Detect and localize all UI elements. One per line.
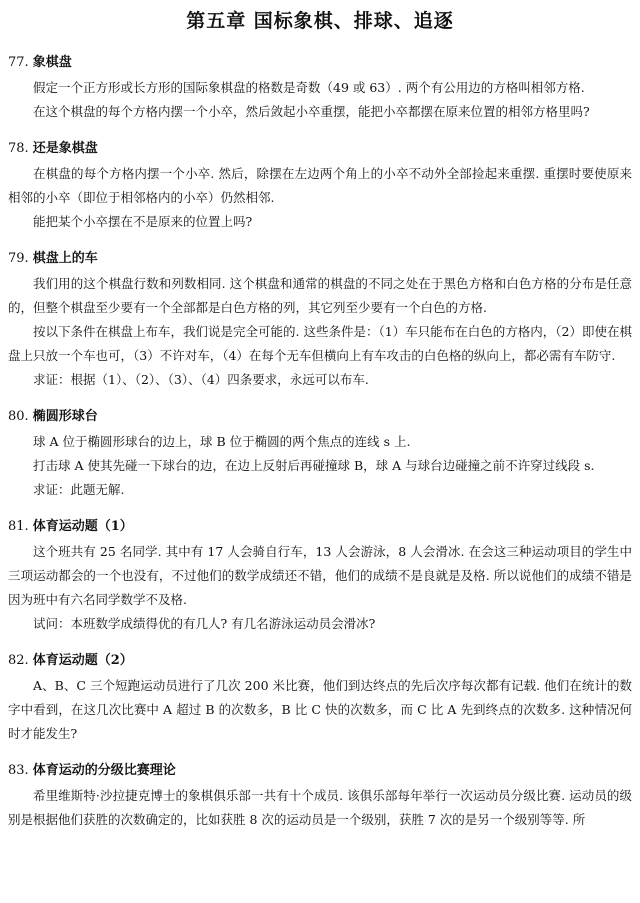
problem-title: 体育运动题（2） (32, 653, 133, 668)
problem-title: 体育运动题（1） (32, 519, 133, 534)
problem-heading (8, 514, 632, 540)
problem-title: 象棋盘 (32, 55, 72, 70)
problem-paragraph: 这个班共有 25 名同学. 其中有 17 人会骑自行车，13 人会游泳，8 人会滑冰. 在会这三种运动项目的学生中三项运动都会的一个也没有，不过他们的数学成绩还不错，他们的成绩不是良就是及格. 所以说他们的成绩不错是因为班中有六名同学数学不及格. (8, 544, 632, 607)
problem-paragraph: 打击球 A 使其先碰一下球台的边，在边上反射后再碰撞球 B，球 A 与球台边碰撞之前不许穿过线段 s. (33, 458, 595, 473)
problem-paragraph: 按以下条件在棋盘上布车，我们说是完全可能的. 这些条件是：（1）车只能布在白色的方格内，（2）即使在棋盘上只放一个车也可，（3）不许对车，（4）在每个无车但横向上有车攻击的白色格的纵向上，都必需有车防守. (8, 324, 632, 363)
problem-section (8, 514, 632, 636)
problem-number: 80. (8, 409, 29, 424)
problem-paragraph: 在这个棋盘的每个方格内摆一个小卒，然后敛起小卒重摆，能把小卒都摆在原来位置的相邻方格里吗? (33, 104, 590, 119)
problem-number: 82. (8, 653, 29, 668)
problem-heading (8, 758, 632, 784)
problem-section (8, 50, 632, 124)
problem-paragraph: 希里维斯特·沙拉捷克博士的象棋俱乐部一共有十个成员. 该俱乐部每年举行一次运动员分级比赛. 运动员的级别是根据他们获胜的次数确定的，比如获胜 8 次的运动员是一个级别，获胜 7 次的是另一个级别等等. 所 (8, 788, 632, 827)
chapter-title: 第五章 国标象棋、排球、追逐 (186, 10, 454, 32)
problem-section (8, 246, 632, 392)
problem-paragraph: 我们用的这个棋盘行数和列数相同. 这个棋盘和通常的棋盘的不同之处在于黑色方格和白色方格的分布是任意的，但整个棋盘至少要有一个全部都是白色方格的列，其它列至少要有一个白色的方格. (8, 276, 632, 315)
problem-heading (8, 136, 632, 162)
problem-heading (8, 648, 632, 674)
problem-title: 棋盘上的车 (32, 251, 98, 266)
problem-section (8, 136, 632, 234)
problem-title: 还是象棋盘 (32, 141, 98, 156)
problem-heading (8, 404, 632, 430)
problem-paragraph: 求证：此题无解. (33, 482, 125, 497)
problem-title: 椭圆形球台 (32, 409, 98, 424)
problem-section (8, 404, 632, 502)
problem-title: 体育运动的分级比赛理论 (32, 763, 176, 778)
problem-paragraph: 试问：本班数学成绩得优的有几人? 有几名游泳运动员会滑冰? (33, 616, 376, 631)
problem-paragraph: 球 A 位于椭圆形球台的边上，球 B 位于椭圆的两个焦点的连线 s 上. (33, 434, 411, 449)
problem-section (8, 758, 632, 832)
problem-number: 78. (8, 141, 29, 156)
problem-number: 81. (8, 519, 29, 534)
problem-paragraph: 能把某个小卒摆在不是原来的位置上吗? (33, 214, 253, 229)
problem-number: 79. (8, 251, 29, 266)
problem-heading (8, 246, 632, 272)
problem-heading (8, 50, 632, 76)
problem-paragraph: 求证：根据（1）、（2）、（3）、（4）四条要求，永远可以布车. (33, 372, 369, 387)
problem-number: 83. (8, 763, 29, 778)
problem-list (8, 50, 632, 832)
problem-paragraph: 在棋盘的每个方格内摆一个小卒. 然后，除摆在左边两个角上的小卒不动外全部捡起来重摆. 重摆时要使原来相邻的小卒（即位于相邻格内的小卒）仍然相邻. (8, 166, 632, 205)
problem-paragraph: 假定一个正方形或长方形的国际象棋盘的格数是奇数（49 或 63）. 两个有公用边的方格叫相邻方格. (33, 80, 585, 95)
problem-paragraph: A、B、C 三个短跑运动员进行了几次 200 米比赛，他们到达终点的先后次序每次都有记载. 他们在统计的数字中看到，在这几次比赛中 A 超过 B 的次数多，B 比 C 快的次数多，而 C 比 A 先到终点的次数多. 这种情况何时才能发生? (8, 678, 632, 741)
problem-number: 77. (8, 55, 29, 70)
problem-section (8, 648, 632, 746)
